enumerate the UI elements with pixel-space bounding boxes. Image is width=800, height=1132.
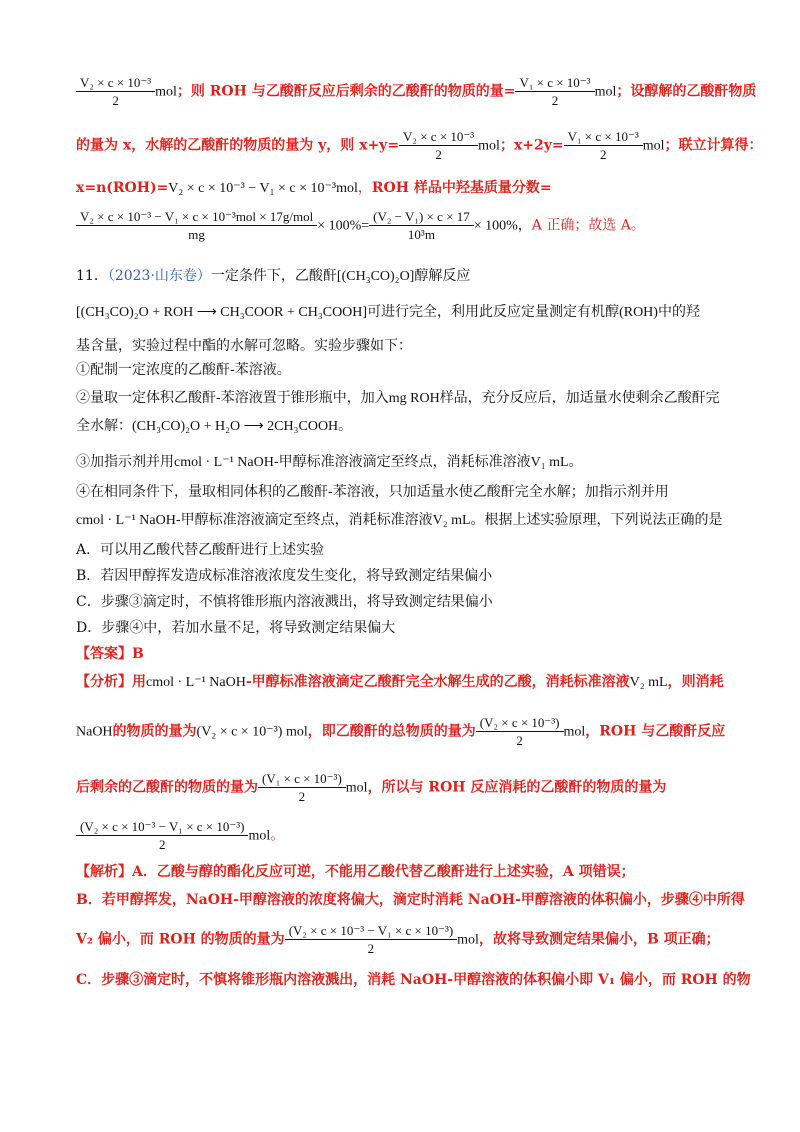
step-3: ③加指示剂并用cmol · L⁻¹ NaOH-甲醇标准溶液滴定至终点，消耗标准溶液V₁ mL。 <box>76 454 583 470</box>
step-1: ①配制一定浓度的乙酸酐-苯溶液。 <box>76 362 291 378</box>
option-c: C．步骤③滴定时，不慎将锥形瓶内溶液溅出，将导致测定结果偏小 <box>76 594 493 610</box>
answer: 【答案】B <box>76 646 144 662</box>
fraction: $\frac{\text{V₁ × c × 10⁻³}}{2}$ <box>517 74 592 109</box>
fraction: $\frac{\text{V₂ × c × 10⁻³}}{2}$ <box>401 128 476 163</box>
analysis-line-4: $\frac{\text{(V₂ × c × 10⁻³ − V₁ × c × 10⁻³)}}{2}$ mol。 <box>76 818 740 853</box>
analysis-line-1: 【分析】用cmol · L⁻¹ NaOH-甲醇标准溶液滴定乙酸酐完全水解生成的乙酸，消耗标准溶液V₂ mL，则消耗 <box>76 674 724 690</box>
fraction: $\frac{\text{V₂ × c × 10⁻³ − V₁ × c × 10⁻³mol × 17g/mol}}{mg}$ <box>78 208 315 243</box>
explanation-line-1: 【解析】A．乙酸与醇的酯化反应可逆，不能用乙酸代替乙酸酐进行上述实验，A 项错误； <box>76 864 635 880</box>
solution-line-4: $\frac{\text{V₂ × c × 10⁻³ − V₁ × c × 10⁻³mol × 17g/mol}}{mg}$ × 100%= $\frac{\text{(V₂ − V₁) × c × 17}}{\text{10³m}}$ × 100%，A 正确；故选 A。 <box>76 208 740 243</box>
fraction: $\frac{\text{(V₂ − V₁) × c × 17}}{\text{10³m}}$ <box>371 208 472 243</box>
fraction: $\frac{\text{(V₁ × c × 10⁻³)}}{2}$ <box>260 770 344 805</box>
explanation-line-2: B．若甲醇挥发，NaOH-甲醇溶液的浓度将偏大，滴定时消耗 NaOH-甲醇溶液的体积偏小，步骤④中所得 <box>76 892 745 908</box>
fraction: $\frac{\text{V₂ × c × 10⁻³}}{2}$ <box>78 74 153 109</box>
step-2-line-2: 全水解：(CH₃CO)₂O + H₂O ⟶ 2CH₃COOH。 <box>76 418 353 434</box>
step-4-line-1: ④在相同条件下，量取相同体积的乙酸酐-苯溶液，只加适量水使乙酸酐完全水解；加指示剂并用 <box>76 484 669 500</box>
fraction: $\frac{\text{(V₂ × c × 10⁻³ − V₁ × c × 10⁻³)}}{2}$ <box>78 818 246 853</box>
solution-line-1: $\frac{\text{V₂ × c × 10⁻³}}{2}$ mol；则 ROH 与乙酸酐反应后剩余的乙酸酐的物质的量= $\frac{\text{V₁ × c × 10⁻³}}{2}$ mol；设醇解的乙酸酐物质 <box>76 74 740 109</box>
fraction: $\frac{\text{(V₂ × c × 10⁻³ − V₁ × c × 10⁻³)}}{2}$ <box>287 922 455 957</box>
question-source-link[interactable]: （2023·山东卷） <box>107 268 211 284</box>
explanation-line-3: V₂ 偏小，而 ROH 的物质的量为 $\frac{\text{(V₂ × c × 10⁻³ − V₁ × c × 10⁻³)}}{2}$ mol，故将导致测定结果偏小，B 项正确； <box>76 923 720 956</box>
question-title: 11．（2023·山东卷）一定条件下，乙酸酐[(CH₃CO)₂O]醇解反应 <box>76 268 471 284</box>
question-line-3: 基含量，实验过程中酯的水解可忽略。实验步骤如下： <box>76 338 412 354</box>
solution-line-3: x=n(ROH)=V₂ × c × 10⁻³ − V₁ × c × 10⁻³mol，ROH 样品中羟基质量分数= <box>76 180 552 196</box>
fraction: $\frac{\text{(V₂ × c × 10⁻³)}}{2}$ <box>478 714 562 749</box>
fraction: $\frac{\text{V₁ × c × 10⁻³}}{2}$ <box>566 128 641 163</box>
solution-line-2: 的量为 x，水解的乙酸酐的物质的量为 y，则 x+y= $\frac{\text{V₂ × c × 10⁻³}}{2}$ mol；x+2y= $\frac{\text{V₁ × c × 10⁻³}}{2}$ mol；联立计算得： <box>76 129 763 162</box>
analysis-line-2: NaOH的物质的量为(V₂ × c × 10⁻³) mol，即乙酸酐的总物质的量为 $\frac{\text{(V₂ × c × 10⁻³)}}{2}$ mol，ROH 与乙酸酐反应 <box>76 715 726 748</box>
option-a: A．可以用乙酸代替乙酸酐进行上述实验 <box>76 542 325 558</box>
step-2-line-1: ②量取一定体积乙酸酐-苯溶液置于锥形瓶中，加入mg ROH样品，充分反应后，加适量水使剩余乙酸酐完 <box>76 390 720 406</box>
option-d: D．步骤④中，若加水量不足，将导致测定结果偏大 <box>76 620 396 636</box>
question-line-2: [(CH₃CO)₂O + ROH ⟶ CH₃COOR + CH₃COOH]可进行完全，利用此反应定量测定有机醇(ROH)中的羟 <box>76 304 700 320</box>
explanation-line-4: C．步骤③滴定时，不慎将锥形瓶内溶液溅出，消耗 NaOH-甲醇溶液的体积偏小即 V₁ 偏小，而 ROH 的物 <box>76 972 751 988</box>
step-4-line-2: cmol · L⁻¹ NaOH-甲醇标准溶液滴定至终点，消耗标准溶液V₂ mL。根据上述实验原理，下列说法正确的是 <box>76 512 723 528</box>
option-b: B．若因甲醇挥发造成标准溶液浓度发生变化，将导致测定结果偏小 <box>76 568 493 584</box>
analysis-line-3: 后剩余的乙酸酐的物质的量为 $\frac{\text{(V₁ × c × 10⁻³)}}{2}$ mol，所以与 ROH 反应消耗的乙酸酐的物质的量为 <box>76 771 667 804</box>
